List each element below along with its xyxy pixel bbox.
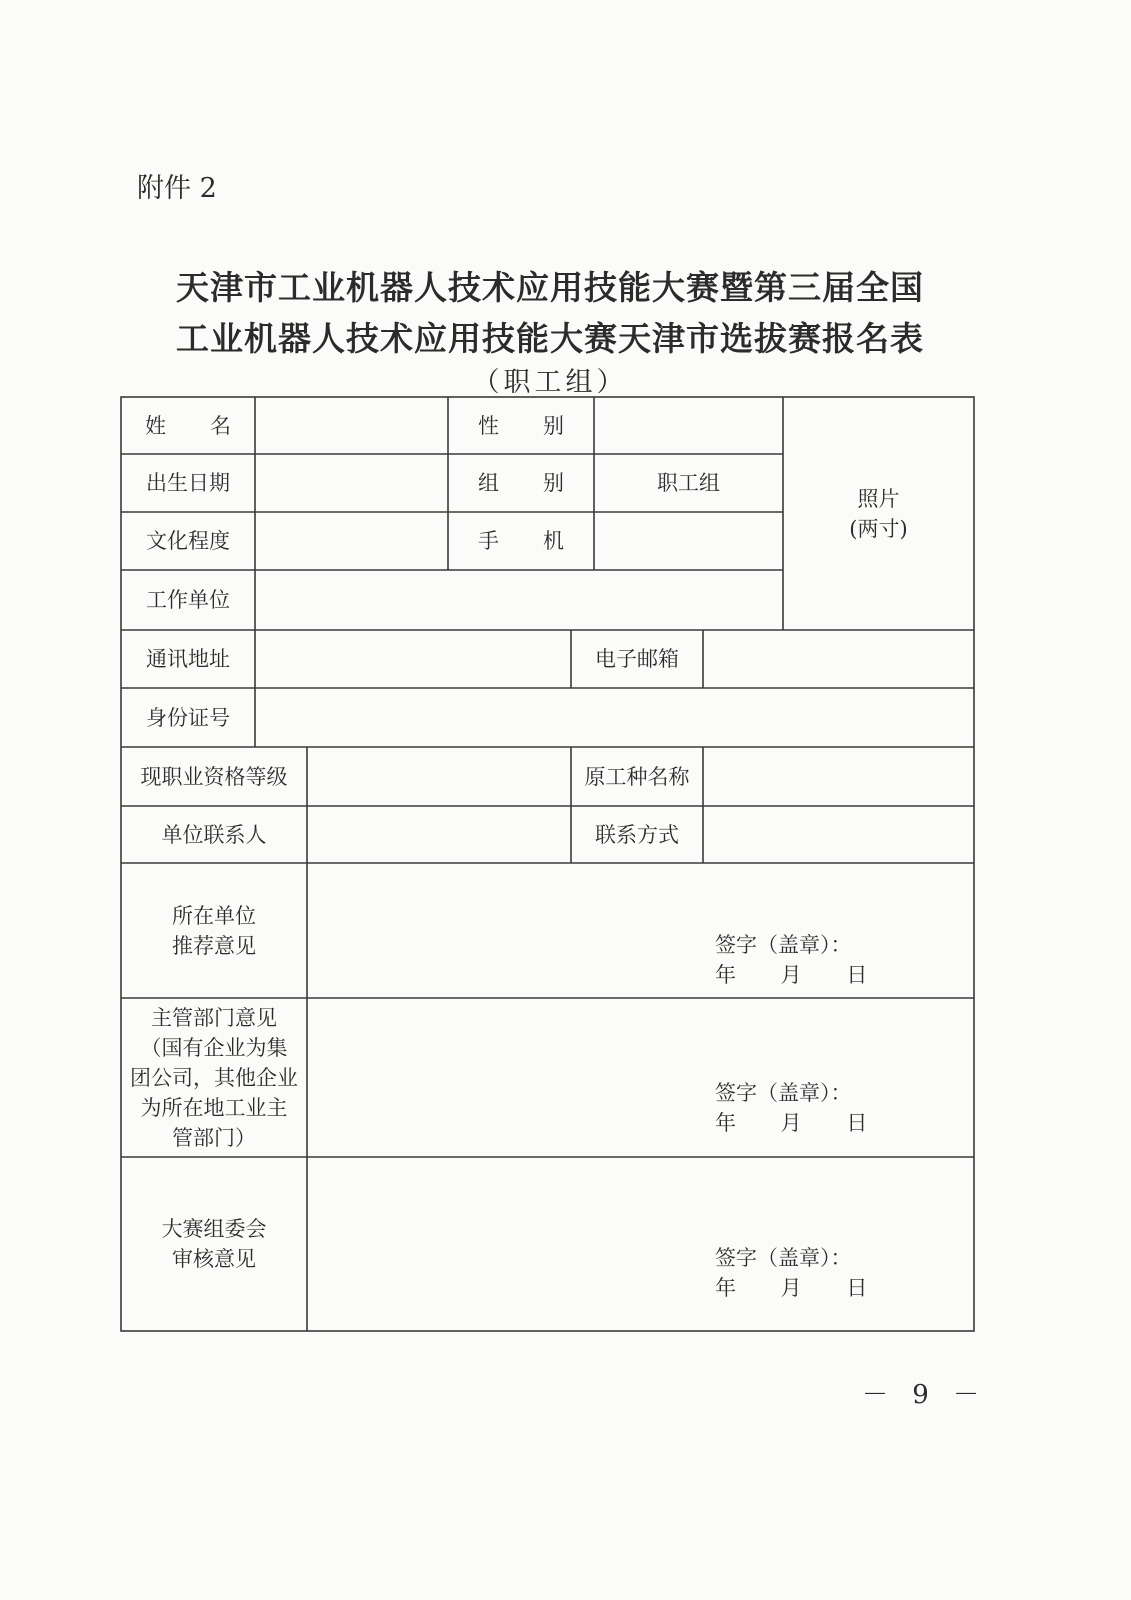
- signature-label: 签字（盖章）：: [715, 1246, 852, 1270]
- employer-label: 工作单位: [146, 588, 230, 612]
- photo-placeholder: 照片 (两寸): [849, 486, 908, 541]
- address-label: 通讯地址: [146, 647, 230, 671]
- education-label: 文化程度: [146, 529, 230, 553]
- signature-label: 签字（盖章）：: [715, 933, 852, 957]
- gender-label: 性别: [478, 413, 608, 438]
- original-trade-label: 原工种名称: [584, 764, 690, 789]
- authority-signature-block: [715, 1078, 867, 1138]
- name-label: 姓名: [145, 413, 275, 438]
- signature-date: 年 月 日: [715, 963, 868, 987]
- signature-date: 年 月 日: [715, 1111, 868, 1135]
- signature-date: 年 月 日: [715, 1276, 868, 1300]
- group-label: 组别: [478, 471, 608, 495]
- unit-recommendation-label: 所在单位 推荐意见: [172, 903, 256, 958]
- unit-signature-block: [715, 930, 867, 990]
- form-subtitle: （职工组）: [472, 367, 628, 398]
- signature-label: 签字（盖章）：: [715, 1081, 852, 1105]
- qualification-level-label: 现职业资格等级: [140, 764, 288, 789]
- form-title-line-2: 工业机器人技术应用技能大赛天津市选拔赛报名表: [176, 319, 924, 358]
- id-number-label: 身份证号: [146, 705, 230, 730]
- unit-contact-label: 单位联系人: [161, 822, 267, 847]
- email-label: 电子邮箱: [595, 647, 679, 671]
- attachment-label: 附件 2: [137, 173, 217, 204]
- page-number: － 9 －: [862, 1380, 988, 1410]
- committee-opinion-label: 大赛组委会 审核意见: [161, 1217, 267, 1271]
- form-title-line-1: 天津市工业机器人技术应用技能大赛暨第三届全国: [176, 268, 924, 307]
- birth-date-label: 出生日期: [146, 471, 230, 495]
- mobile-label: 手机: [478, 529, 608, 553]
- group-value: 职工组: [657, 471, 720, 495]
- committee-signature-block: [715, 1243, 867, 1303]
- contact-method-label: 联系方式: [595, 822, 679, 847]
- authority-opinion-label: 主管部门意见 （国有企业为集 团公司，其他企业 为所在地工业主 管部门）: [130, 1005, 298, 1150]
